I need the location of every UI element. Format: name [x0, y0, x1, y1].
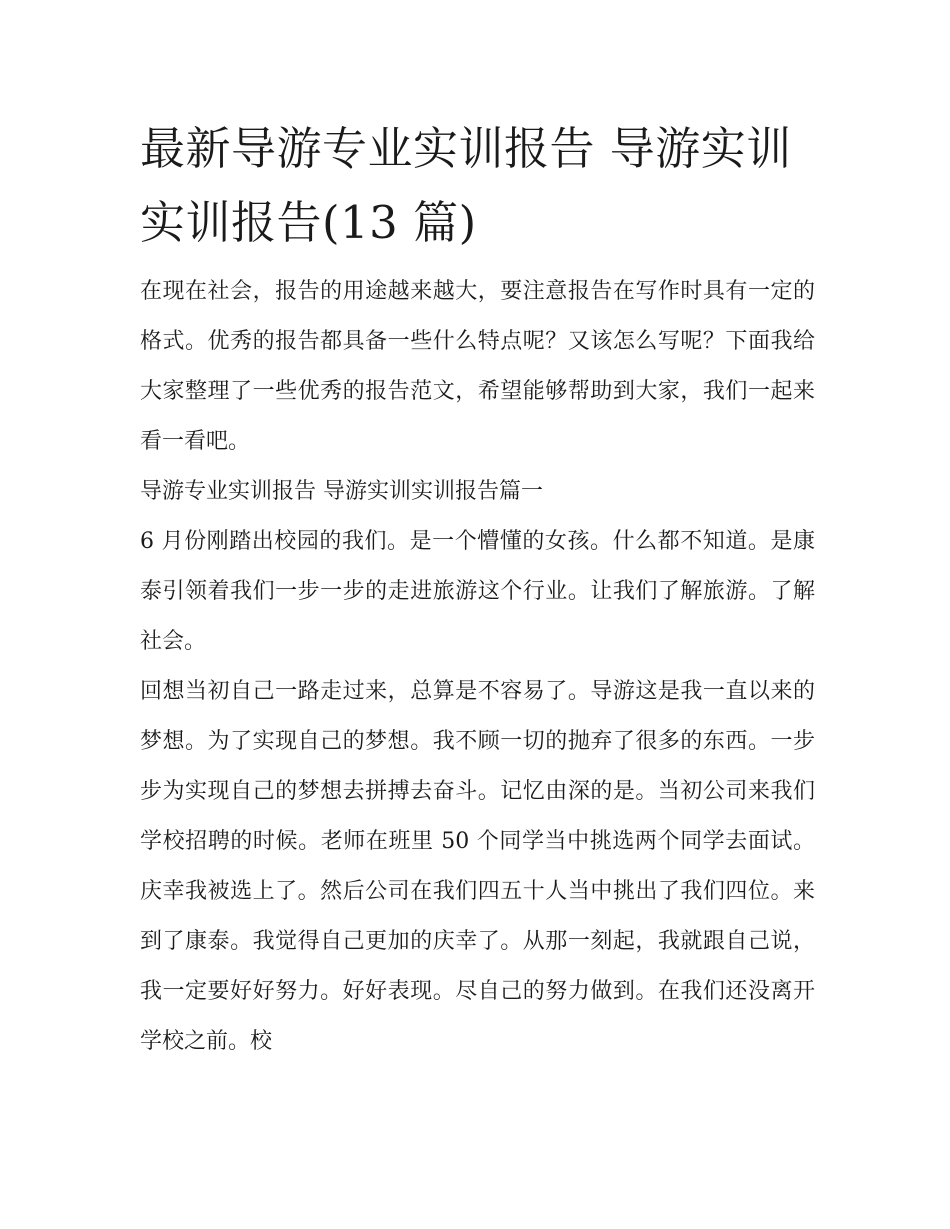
intro-paragraph: 在现在社会，报告的用途越来越大，要注意报告在写作时具有一定的格式。优秀的报告都具备一些什么特点呢？又该怎么写呢？下面我给大家整理了一些优秀的报告范文，希望能够帮助到大家，我们一起来看一看吧。 — [140, 279, 815, 454]
section-heading: 导游专业实训报告 导游实训实训报告篇一 — [140, 479, 543, 504]
body-paragraph-2: 回想当初自己一路走过来，总算是不容易了。导游这是我一直以来的梦想。为了实现自己的梦想。我不顾一切的抛弃了很多的东西。一步步为实现自己的梦想去拼搏去奋斗。记忆由深的是。当初公司来我们学校招聘的时候。老师在班里 50 个同学当中挑选两个同学去面试。庆幸我被选上了。然后公司在我们四五十人当中挑出了我们四位。来到了康泰。我觉得自己更加的庆幸了。从那一刻起，我就跟自己说，我一定要好好努力。好好表现。尽自己的努力做到。在我们还没离开学校之前。校 — [140, 679, 815, 1054]
document-page — [140, 112, 815, 1067]
body-paragraph-1: 6 月份刚踏出校园的我们。是一个懵懂的女孩。什么都不知道。是康泰引领着我们一步一步的走进旅游这个行业。让我们了解旅游。了解社会。 — [140, 529, 815, 654]
document-title: 最新导游专业实训报告 导游实训实训报告(13 篇) — [140, 122, 792, 249]
